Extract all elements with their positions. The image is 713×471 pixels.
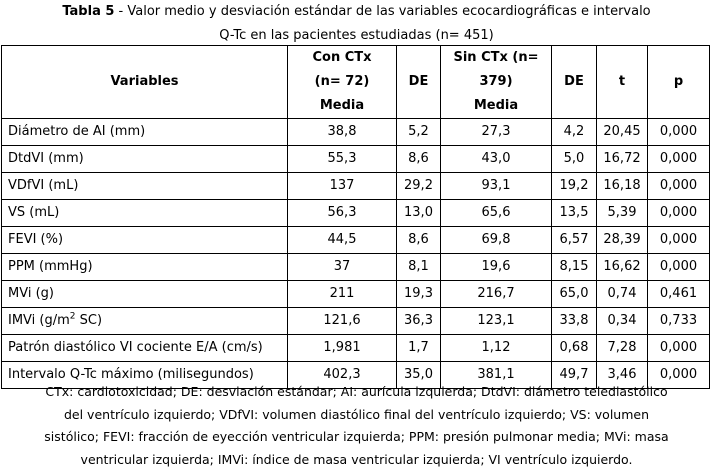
caption-text-1: - Valor medio y desviación estándar de las variables ecocardiográficas e intervalo [114,4,650,19]
cell-con-media: 55,3 [288,146,397,173]
cell-variable: FEVI (%) [2,227,288,254]
cell-con-de: 1,7 [397,335,441,362]
cell-sin-de: 5,0 [552,146,597,173]
header-con-line-2: (n= 72) [293,70,391,94]
cell-variable: Intervalo Q-Tc máximo (milisegundos) [2,362,288,389]
cell-t: 16,18 [597,173,648,200]
cell-p: 0,000 [648,227,710,254]
cell-t: 28,39 [597,227,648,254]
cell-p: 0,461 [648,281,710,308]
cell-con-de: 13,0 [397,200,441,227]
caption-line-1 [0,0,713,24]
cell-variable: VDfVI (mL) [2,173,288,200]
table-row [2,119,710,146]
cell-t: 5,39 [597,200,648,227]
cell-con-media: 121,6 [288,308,397,335]
table-row [2,227,710,254]
cell-sin-media: 1,12 [441,335,552,362]
cell-sin-media: 381,1 [441,362,552,389]
header-sin-line-1: Sin CTx (n= [446,46,546,70]
header-con-ctx [288,46,397,119]
cell-p: 0,000 [648,254,710,281]
table-header-row [2,46,710,119]
cell-variable [2,308,288,335]
cell-con-de: 29,2 [397,173,441,200]
cell-variable: VS (mL) [2,200,288,227]
table-row [2,335,710,362]
cell-variable: PPM (mmHg) [2,254,288,281]
cell-variable-text: IMVi (g/m [8,313,70,328]
cell-con-media: 44,5 [288,227,397,254]
cell-sin-de: 49,7 [552,362,597,389]
footnote-line-2: del ventrículo izquierdo; VDfVI: volumen diastólico final del ventrículo izquierdo; VS: volumen [0,404,713,427]
cell-t: 3,46 [597,362,648,389]
cell-con-de: 8,6 [397,146,441,173]
caption-label: Tabla 5 [62,4,114,19]
cell-sin-de: 6,57 [552,227,597,254]
header-con-line-3: Media [293,94,391,118]
header-de-con: DE [397,46,441,119]
cell-sin-de: 65,0 [552,281,597,308]
cell-sin-de: 19,2 [552,173,597,200]
table-row [2,281,710,308]
table-row [2,173,710,200]
cell-con-de: 8,1 [397,254,441,281]
cell-con-de: 35,0 [397,362,441,389]
footnote-line-4: ventricular izquierda; IMVi: índice de masa ventricular izquierda; VI ventrículo izquierdo. [0,449,713,471]
cell-sin-media: 69,8 [441,227,552,254]
cell-p: 0,000 [648,119,710,146]
cell-p: 0,733 [648,308,710,335]
header-sin-ctx [441,46,552,119]
header-sin-line-2: 379) [446,70,546,94]
cell-t: 0,34 [597,308,648,335]
table-row [2,200,710,227]
cell-sin-media: 27,3 [441,119,552,146]
superscript: 2 [70,312,76,322]
cell-sin-de: 0,68 [552,335,597,362]
header-t: t [597,46,648,119]
cell-con-media: 211 [288,281,397,308]
cell-sin-media: 43,0 [441,146,552,173]
cell-con-de: 36,3 [397,308,441,335]
cell-sin-de: 13,5 [552,200,597,227]
cell-con-de: 5,2 [397,119,441,146]
cell-con-media: 38,8 [288,119,397,146]
cell-sin-de: 4,2 [552,119,597,146]
table-row [2,254,710,281]
cell-t: 7,28 [597,335,648,362]
cell-p: 0,000 [648,335,710,362]
cell-t: 16,72 [597,146,648,173]
footnote-line-3: sistólico; FEVI: fracción de eyección ventricular izquierda; PPM: presión pulmonar media; MVi: masa [0,426,713,449]
header-de-sin: DE [552,46,597,119]
cell-variable-text-end: SC) [76,313,103,328]
cell-t: 20,45 [597,119,648,146]
cell-p: 0,000 [648,146,710,173]
footnote-line-1: CTx: cardiotoxicidad; DE: desviación estándar; AI: aurícula izquierda; DtdVI: diámetro telediastólico [0,381,713,404]
cell-con-media: 56,3 [288,200,397,227]
cell-sin-media: 123,1 [441,308,552,335]
cell-t: 0,74 [597,281,648,308]
cell-sin-media: 216,7 [441,281,552,308]
cell-sin-de: 8,15 [552,254,597,281]
cell-sin-media: 19,6 [441,254,552,281]
table-footnote [0,381,713,471]
cell-sin-de: 33,8 [552,308,597,335]
cell-con-de: 8,6 [397,227,441,254]
data-table [1,45,710,389]
table-row [2,308,710,335]
header-sin-line-3: Media [446,94,546,118]
table-row [2,146,710,173]
cell-variable: MVi (g) [2,281,288,308]
cell-variable: Diámetro de AI (mm) [2,119,288,146]
cell-con-media: 37 [288,254,397,281]
cell-sin-media: 93,1 [441,173,552,200]
cell-t: 16,62 [597,254,648,281]
table-caption [0,0,713,48]
cell-p: 0,000 [648,362,710,389]
cell-variable: Patrón diastólico VI cociente E/A (cm/s) [2,335,288,362]
header-variables: Variables [2,46,288,119]
cell-sin-media: 65,6 [441,200,552,227]
cell-variable: DtdVI (mm) [2,146,288,173]
cell-p: 0,000 [648,200,710,227]
cell-p: 0,000 [648,173,710,200]
header-p: p [648,46,710,119]
cell-con-media: 1,981 [288,335,397,362]
header-con-line-1: Con CTx [293,46,391,70]
caption-line-2: Q-Tc en las pacientes estudiadas (n= 451) [0,24,713,48]
cell-con-media: 402,3 [288,362,397,389]
cell-con-de: 19,3 [397,281,441,308]
cell-con-media: 137 [288,173,397,200]
